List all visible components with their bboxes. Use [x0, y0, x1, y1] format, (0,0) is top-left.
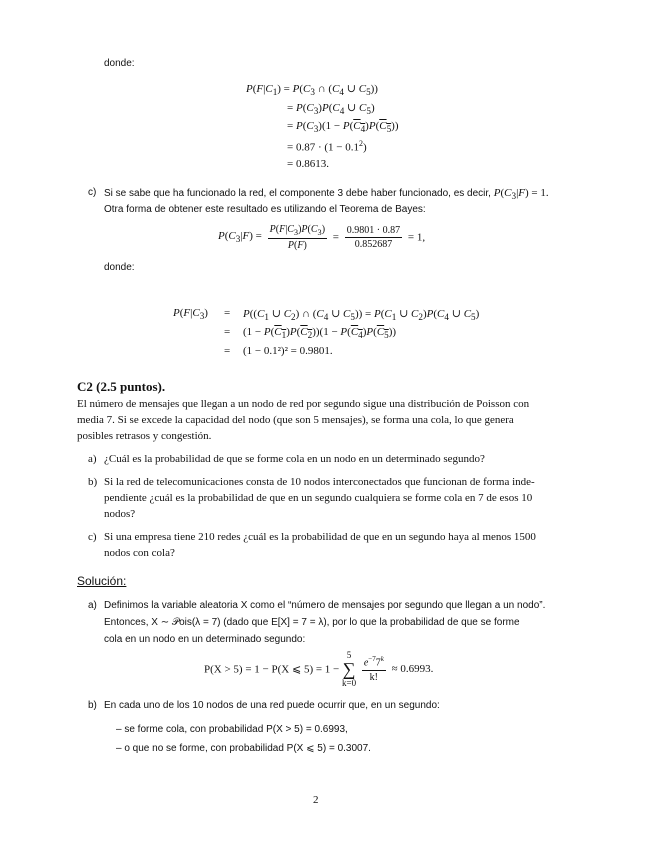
part-c-line2: Otra forma de obtener este resultado es utilizando el Teorema de Bayes:	[104, 204, 426, 215]
solution-a-line2: Entonces, X ∼ 𝒫ois(λ = 7) (dado que E[X] = 7 = λ), por lo que la probabilidad de que se forme	[104, 617, 520, 628]
eq2-line2-rhs: $(1 - P(C_1)P(C_2))(1 - P(C_4)P(C_5))$	[243, 326, 397, 341]
eq2-line1-eq: =	[224, 307, 231, 319]
poisson-equation: P(X > 5) = 1 − P(X ⩽ 5) = 1 − 5 ∑ k=0 $\frac{e^{-7}7^k}{k!}$ ≈ 0.6993.	[204, 650, 434, 688]
poisson-fraction: $\frac{e^{-7}7^k}{k!}$	[363, 655, 384, 683]
eq2-line1-lhs: $P(F|C_3)$	[173, 307, 208, 322]
solution-a-line3: cola en un nodo en un determinado segundo:	[104, 634, 306, 645]
question-b-line1: Si la red de telecomunicaciones consta de 10 nodos interconectados que funcionan de forma inde-	[104, 476, 535, 488]
solution-b-item1: – se forme cola, con probabilidad P(X > 5) = 0.6993,	[116, 724, 348, 735]
summation: 5 ∑ k=0	[342, 650, 357, 688]
solution-title: Solución:	[77, 574, 127, 588]
part-c-label: c)	[88, 187, 97, 198]
part-c-line1: Si se sabe que ha funcionado la red, el componente 3 debe haber funcionado, es decir, $P(C_3|F) = 1$.	[104, 187, 549, 202]
bayes-equation: $P(C_3|F)$ = $\frac{P(F|C_3)P(C_3)}{P(F)}$ = $\frac{0.9801 \cdot 0.87}{0.852687}$ = 1,	[218, 224, 426, 251]
eq1-line5: = 0.8613.	[287, 158, 329, 170]
c2-intro-line2: media 7. Si se excede la capacidad del nodo (que son 5 mensajes), se forma una cola, lo que genera	[77, 414, 514, 426]
question-c-line1: Si una empresa tiene 210 redes ¿cuál es la probabilidad de que en un segundo haya al menos 1500	[104, 531, 536, 543]
bayes-fraction-1: $\frac{P(F|C_3)P(C_3)}{P(F)}$	[269, 224, 326, 251]
question-c-label: c)	[88, 531, 97, 543]
eq1-line3: = $P(C_3)(1 - P(C_4)P(C_5))$	[287, 120, 399, 135]
question-b-label: b)	[88, 476, 98, 488]
question-a-label: a)	[88, 453, 97, 465]
solution-a-line1: Definimos la variable aleatoria X como el “número de mensajes por segundo que llegan a un nodo”.	[104, 600, 546, 611]
donde-label-1: donde:	[104, 58, 135, 69]
solution-b-item2: – o que no se forme, con probabilidad P(X ⩽ 5) = 0.3007.	[116, 743, 371, 754]
donde-label-2: donde:	[104, 262, 135, 273]
c2-intro-line3: posibles retrasos y congestión.	[77, 430, 212, 442]
solution-b-label: b)	[88, 700, 97, 711]
eq2-line3-eq: =	[224, 345, 231, 357]
eq2-line1-rhs: $P((C_1$ ∪ $C_2$) ∩ ($C_4$ ∪ $C_5)) = P(C_1$ ∪ $C_2)P(C_4$ ∪ $C_5$)	[243, 308, 480, 323]
c2-intro-line1: El número de mensajes que llegan a un nodo de red por segundo sigue una distribución de Poisson con	[77, 398, 530, 410]
question-b-line2: pendiente ¿cuál es la probabilidad de que en un segundo cualquiera se forme cola en 7 de esos 10	[104, 492, 533, 504]
section-heading-c2: C2 (2.5 puntos).	[77, 379, 166, 394]
eq1-line2: = $P(C_3)P(C_4$ ∪ $C_5$)	[287, 102, 375, 117]
question-a-text: ¿Cuál es la probabilidad de que se forme cola en un nodo en un determinado segundo?	[104, 453, 485, 465]
page-number: 2	[313, 794, 319, 806]
question-b-line3: nodos?	[104, 508, 136, 520]
solution-b-line1: En cada uno de los 10 nodos de una red puede ocurrir que, en un segundo:	[104, 700, 440, 711]
question-c-line2: nodos con cola?	[104, 547, 175, 559]
eq1-line4: = $0.87 \cdot (1 - 0.1^2)$	[287, 139, 367, 154]
eq1-line1: $P(F|C_1) = P(C_3$ ∩ ($C_4$ ∪ $C_5$))	[246, 83, 378, 98]
eq2-line2-eq: =	[224, 326, 231, 338]
bayes-fraction-2: $\frac{0.9801 \cdot 0.87}{0.852687}$	[346, 225, 401, 250]
eq2-line3-rhs: (1 − 0.1²)² = 0.9801.	[243, 345, 333, 357]
solution-a-label: a)	[88, 600, 97, 611]
